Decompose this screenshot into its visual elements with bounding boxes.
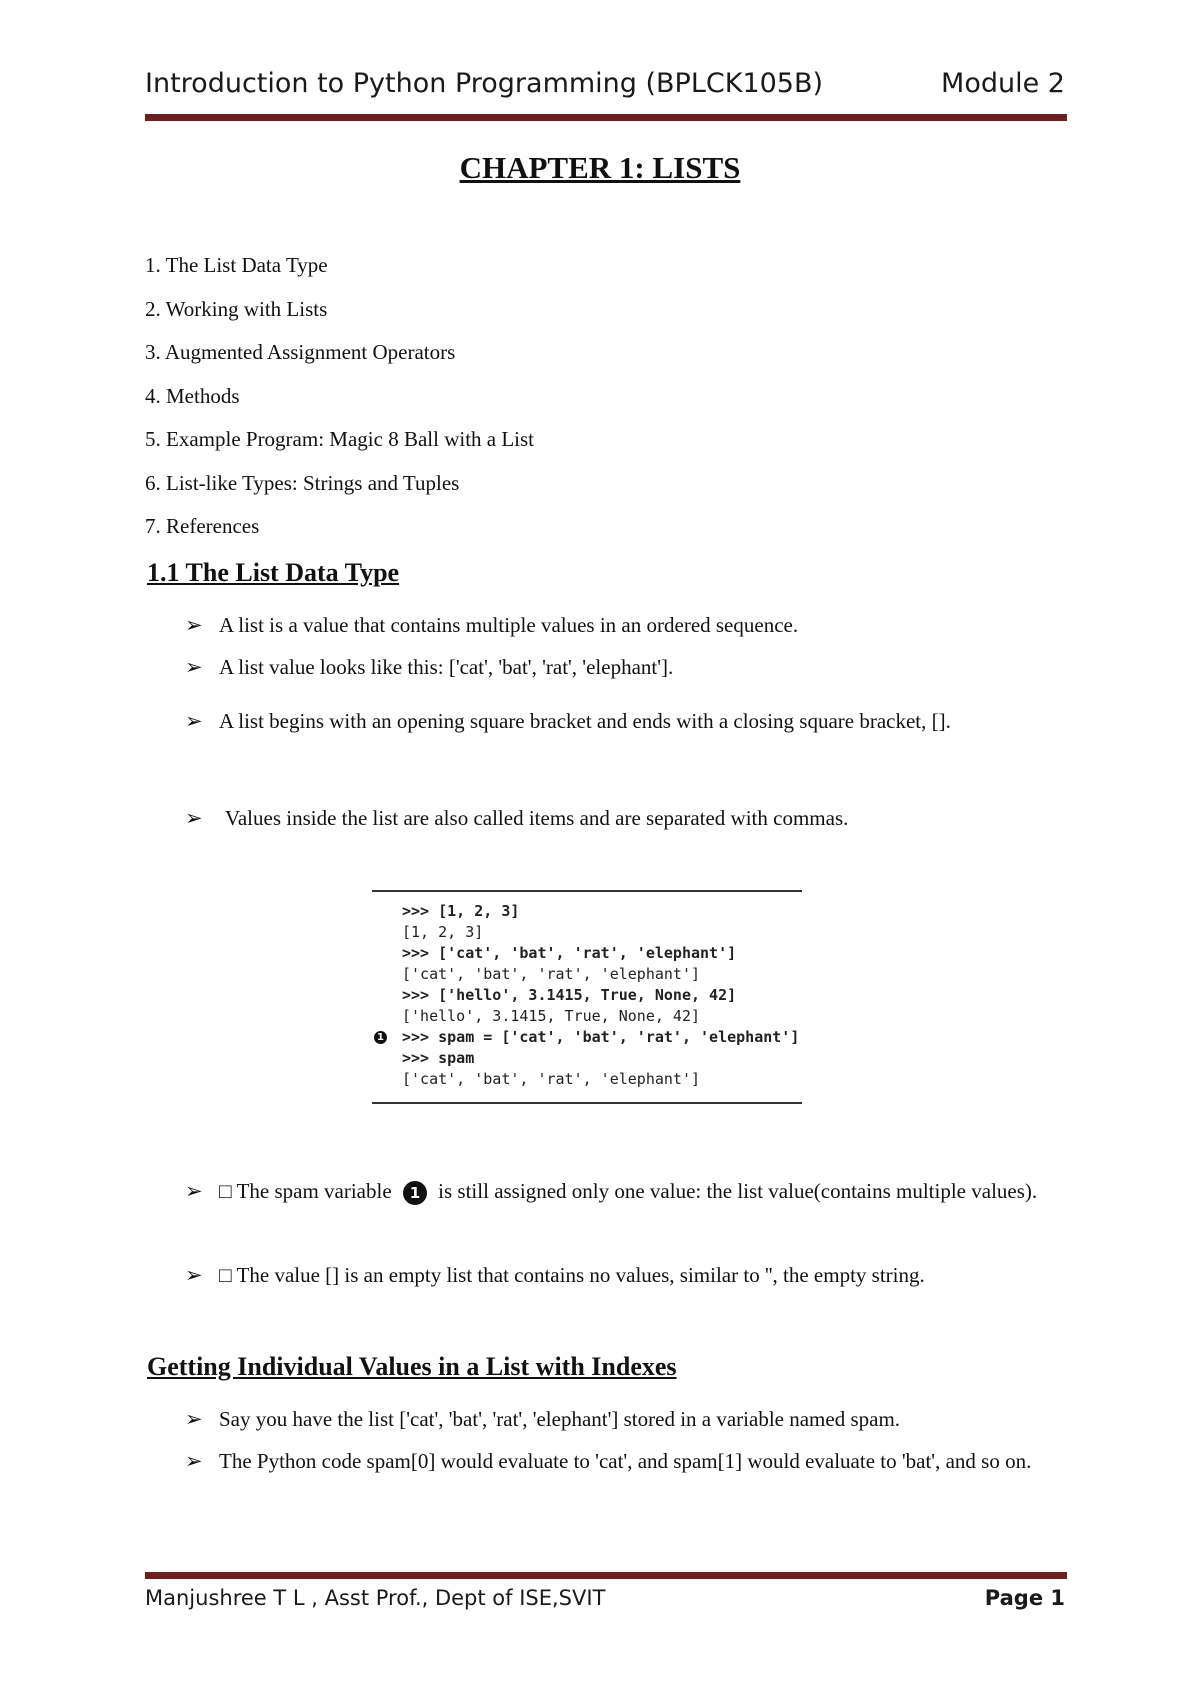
bullet-text: A list begins with an opening square bracket and ends with a closing square bracket, [].: [219, 709, 951, 733]
list-item: [185, 646, 1065, 688]
list-item: [185, 700, 1065, 742]
arrow-bullet-icon: ➢: [185, 1407, 203, 1431]
code-line: ['cat', 'bat', 'rat', 'elephant']: [402, 965, 701, 983]
note-text: is still assigned only one value: the list value(contains multiple values).: [438, 1179, 1038, 1203]
toc-item: 7. References: [145, 514, 260, 538]
code-line: [1, 2, 3]: [402, 923, 484, 941]
arrow-bullet-icon: ➢: [185, 1263, 203, 1287]
header-rule: [145, 114, 1067, 121]
arrow-bullet-icon: ➢: [185, 709, 203, 733]
box-icon: □: [219, 1179, 232, 1203]
course-title: Introduction to Python Programming (BPLCK105B): [145, 68, 824, 99]
code-example: [372, 890, 802, 1104]
page-footer: [145, 1586, 1065, 1610]
bullet-text: Say you have the list ['cat', 'bat', 'rat', 'elephant'] stored in a variable named spam.: [219, 1407, 901, 1431]
footer-rule: [145, 1572, 1067, 1579]
code-line: ['hello', 3.1415, True, None, 42]: [402, 1007, 701, 1025]
code-line: >>> spam: [402, 1049, 475, 1067]
arrow-bullet-icon: ➢: [185, 1179, 203, 1203]
arrow-bullet-icon: ➢: [185, 655, 203, 679]
toc-item: 1. The List Data Type: [145, 253, 328, 277]
bullet-text: A list value looks like this: ['cat', 'bat', 'rat', 'elephant'].: [219, 655, 674, 679]
arrow-bullet-icon: ➢: [185, 1449, 203, 1473]
note-text: The value [] is an empty list that contains no values, similar to '', the empty string.: [236, 1263, 925, 1287]
code-line: >>> ['hello', 3.1415, True, None, 42]: [402, 986, 737, 1004]
list-item: [185, 1254, 1065, 1296]
section-heading-list-data-type: 1.1 The List Data Type: [147, 558, 400, 587]
module-label: Module 2: [941, 68, 1065, 99]
arrow-bullet-icon: ➢: [185, 806, 203, 830]
chapter-title: CHAPTER 1: LISTS: [459, 150, 741, 185]
box-icon: □: [219, 1263, 232, 1287]
toc-item: 2. Working with Lists: [145, 296, 328, 321]
code-line: >>> spam = ['cat', 'bat', 'rat', 'elephant']: [402, 1028, 800, 1046]
list-item: [185, 1440, 1065, 1482]
toc-item: 5. Example Program: Magic 8 Ball with a List: [145, 427, 535, 451]
callout-marker-icon: 1: [403, 1181, 427, 1205]
list-item: [185, 1398, 1065, 1440]
list-item: [185, 604, 1065, 646]
arrow-bullet-icon: ➢: [185, 613, 203, 637]
table-of-contents: [145, 244, 534, 549]
toc-item: 3. Augmented Assignment Operators: [145, 340, 456, 364]
toc-item: 4. Methods: [145, 383, 240, 408]
toc-item: 6. List-like Types: Strings and Tuples: [145, 470, 460, 495]
page-header: [145, 68, 1065, 99]
code-line: >>> ['cat', 'bat', 'rat', 'elephant']: [402, 944, 737, 962]
section-heading-indexes: Getting Individual Values in a List with Indexes: [147, 1352, 677, 1381]
bullet-text: Values inside the list are also called items and are separated with commas.: [225, 806, 849, 830]
code-line: ['cat', 'bat', 'rat', 'elephant']: [402, 1070, 701, 1088]
code-line: >>> [1, 2, 3]: [402, 902, 520, 920]
page-number: Page 1: [984, 1586, 1065, 1610]
bullet-text: A list is a value that contains multiple values in an ordered sequence.: [219, 613, 799, 637]
note-text: The spam variable: [236, 1179, 392, 1203]
callout-marker-icon: 1: [374, 1031, 387, 1044]
list-item: [185, 1170, 1065, 1212]
bullet-text: The Python code spam[0] would evaluate to 'cat', and spam[1] would evaluate to 'bat', and so on.: [219, 1449, 1032, 1473]
list-item: [185, 797, 1065, 839]
author-credit: Manjushree T L , Asst Prof., Dept of ISE,SVIT: [145, 1586, 606, 1610]
